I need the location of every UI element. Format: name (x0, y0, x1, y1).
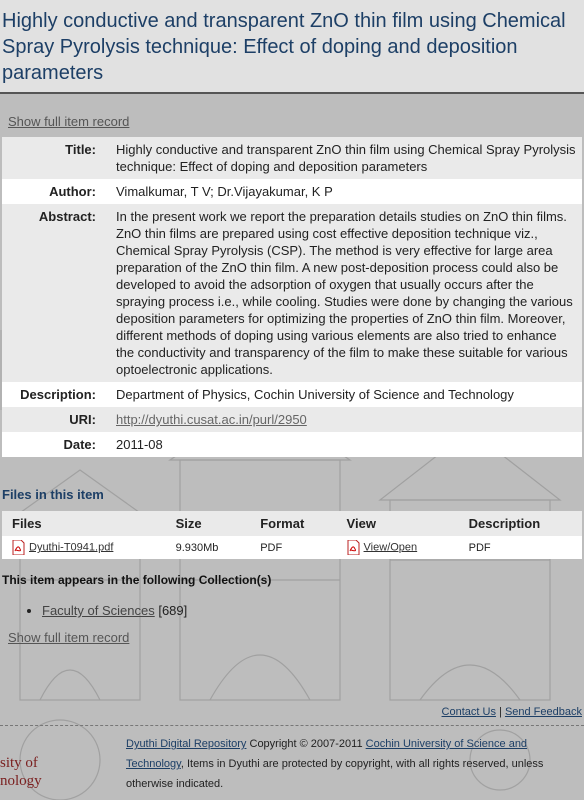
university-logo (0, 754, 42, 790)
metadata-row-description (2, 382, 582, 407)
show-full-record-link-bottom[interactable]: Show full item record (8, 630, 130, 645)
format-col-header: Format (250, 511, 336, 536)
files-col-header: Files (2, 511, 166, 536)
files-header-row (2, 511, 582, 536)
metadata-row-abstract (2, 204, 582, 382)
footer-separator: | (499, 706, 502, 718)
author-value: Vimalkumar, T V; Dr.Vijayakumar, K P (110, 179, 582, 204)
size-col-header: Size (166, 511, 251, 536)
uri-label: URI: (2, 407, 110, 432)
contact-link[interactable]: Contact Us (441, 706, 496, 718)
university-link[interactable]: Cochin University of Science and Technology (126, 738, 528, 770)
author-label: Author: (2, 179, 110, 204)
view-open-link[interactable]: View/Open (363, 541, 418, 554)
description-value: Department of Physics, Cochin University of Science and Technology (110, 382, 582, 407)
files-table (2, 511, 582, 559)
metadata-row-date (2, 432, 582, 457)
footer-copyright (126, 734, 566, 794)
list-item (42, 603, 584, 618)
abstract-label: Abstract: (2, 204, 110, 382)
collections-heading: This item appears in the following Collection(s) (2, 573, 272, 587)
logo-line-2: nology (0, 773, 42, 789)
uri-link[interactable]: http://dyuthi.cusat.ac.in/purl/2950 (116, 412, 307, 427)
collection-link[interactable]: Faculty of Sciences (42, 603, 155, 618)
metadata-table (2, 137, 582, 457)
file-format: PDF (250, 536, 336, 559)
pdf-icon (12, 540, 25, 555)
files-heading: Files in this item (2, 487, 104, 502)
view-col-header: View (337, 511, 459, 536)
title-label: Title: (2, 137, 110, 179)
feedback-link[interactable]: Send Feedback (504, 706, 582, 718)
footer-links (442, 706, 582, 718)
description-col-header: Description (459, 511, 582, 536)
file-description: PDF (459, 536, 582, 559)
metadata-row-title (2, 137, 582, 179)
file-name-link[interactable]: Dyuthi-T0941.pdf (29, 541, 114, 554)
metadata-row-author (2, 179, 582, 204)
copyright-text: Copyright © 2007-2011 (246, 738, 366, 750)
title-value: Highly conductive and transparent ZnO thin film using Chemical Spray Pyrolysis technique: Effect of doping and deposition parameters (110, 137, 582, 179)
abstract-value: In the present work we report the preparation details studies on ZnO thin films. ZnO thin films are prepared using cost effective deposition technique viz., Chemical Spray Pyrolysis (CSP). The method is very effective for large area preparation of the ZnO thin film. A new post-deposition process could also be developed to avoid the adsorption of oxygen that usually occurs after the spraying process i.e., while cooling. Studies were done by changing the various deposition parameters for optimizing the properties of ZnO thin film. Moreover, different methods of doping using various elements are also tried to enhance the conductivity and transparency of the film to make these suitable for various optoelectronic applications. (110, 204, 582, 382)
pdf-icon (347, 540, 360, 555)
page-title: Highly conductive and transparent ZnO thin film using Chemical Spray Pyrolysis technique: Effect of doping and deposition parameters (0, 0, 584, 94)
repository-link[interactable]: Dyuthi Digital Repository (126, 738, 247, 750)
rights-text: , Items in Dyuthi are protected by copyright, with all rights reserved, unless otherwise indicated. (126, 758, 544, 790)
metadata-row-uri (2, 407, 582, 432)
collection-count: [689] (158, 603, 188, 618)
footer-divider (0, 725, 584, 726)
show-full-record-link[interactable]: Show full item record (8, 114, 130, 129)
collections-list (0, 603, 584, 618)
date-label: Date: (2, 432, 110, 457)
file-row (2, 536, 582, 559)
date-value: 2011-08 (110, 432, 582, 457)
logo-line-1: sity of (0, 755, 38, 771)
file-size: 9.930Mb (166, 536, 251, 559)
description-label: Description: (2, 382, 110, 407)
